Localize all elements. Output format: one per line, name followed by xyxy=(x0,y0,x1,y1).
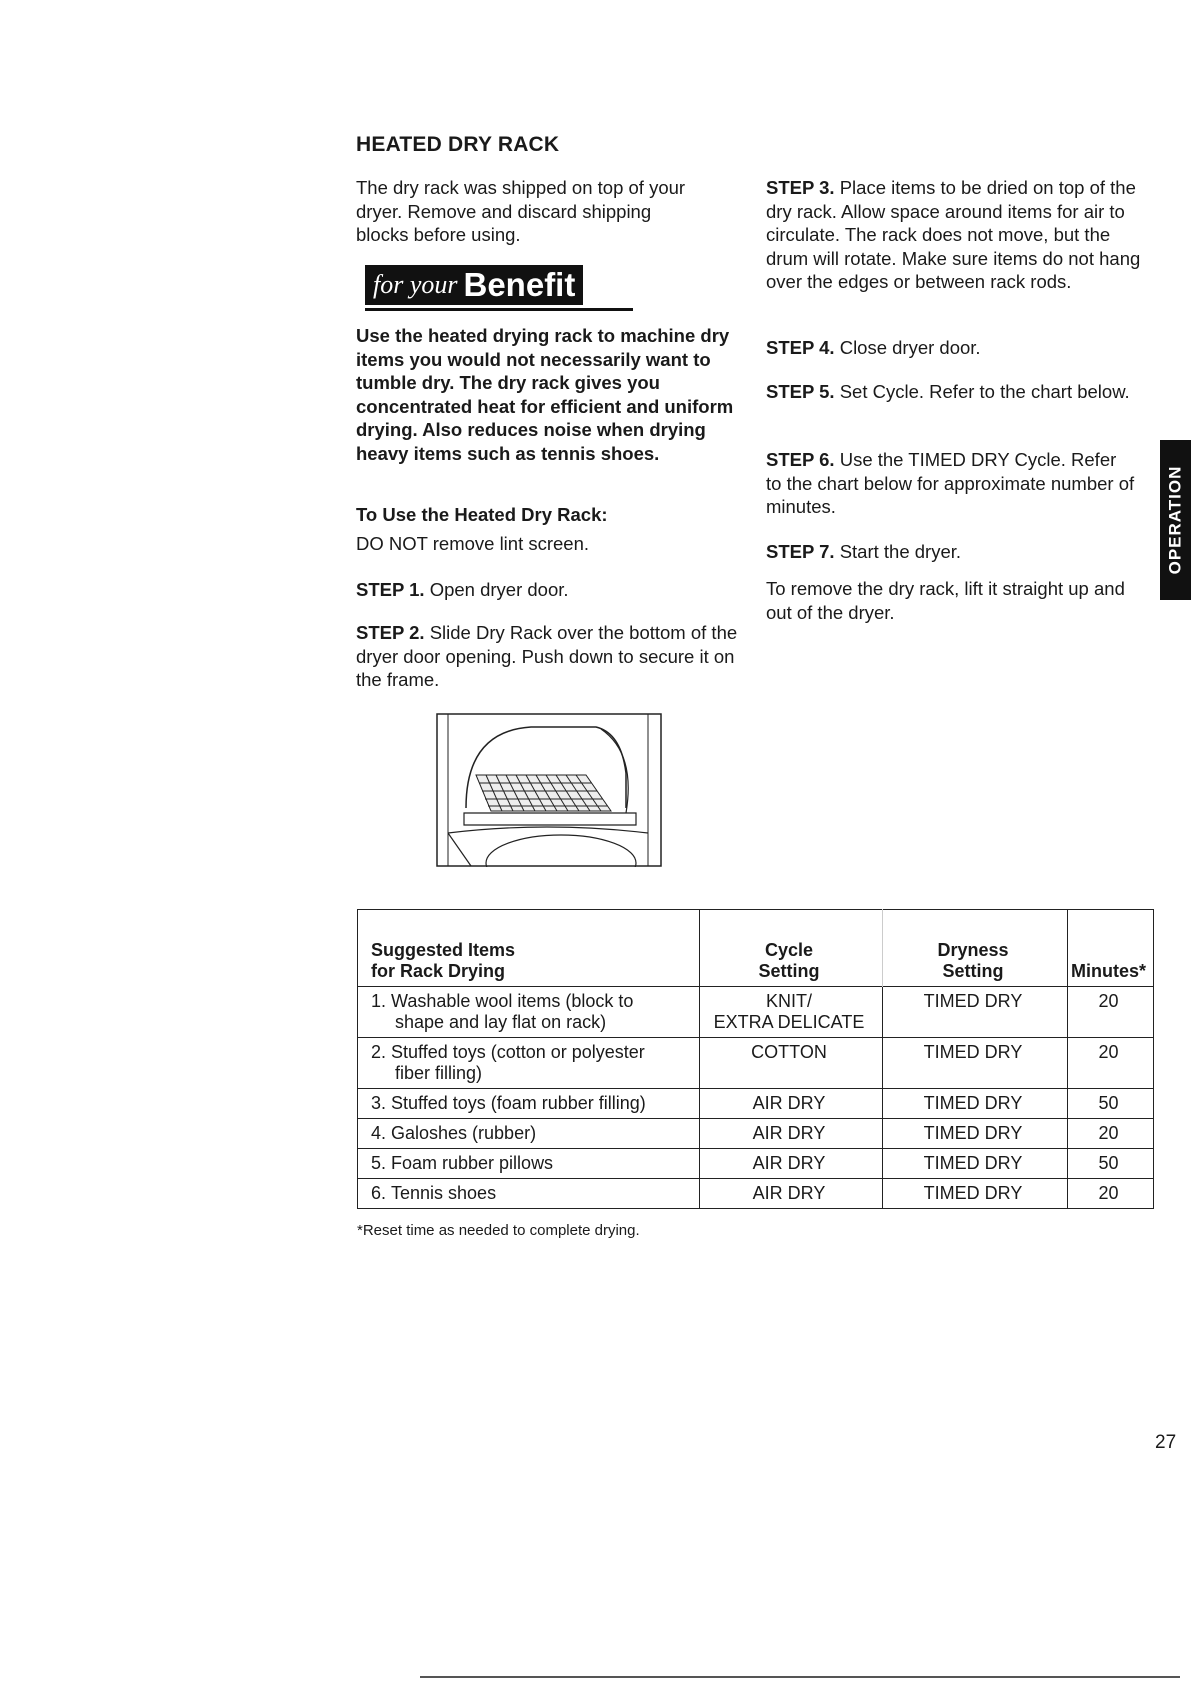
dry-rack-illustration xyxy=(436,713,662,867)
remove-note: To remove the dry rack, lift it straight up and out of the dryer. xyxy=(766,578,1125,623)
benefit-underline xyxy=(365,308,633,311)
step-text: Place items to be dried on top of the dry rack. Allow space around items for air to circulate. The rack does not move, but the drum will rotate. Make sure items do not hang over the edges or between rack rods. xyxy=(766,177,1141,292)
intro-paragraph: The dry rack was shipped on top of your dryer. Remove and discard shipping blocks before using. xyxy=(356,177,686,245)
header-items-line2: for Rack Drying xyxy=(371,961,506,981)
dryness-cell: TIMED DRY xyxy=(883,1089,1068,1119)
step-3 xyxy=(766,176,1156,294)
table-row xyxy=(358,1119,1154,1149)
bottom-rule xyxy=(420,1676,1180,1678)
item-cell xyxy=(358,987,700,1038)
cycle-cell: COTTON xyxy=(700,1038,883,1089)
item-text: Stuffed toys (cotton or polyester xyxy=(391,1042,645,1062)
dryness-cell: TIMED DRY xyxy=(883,1119,1068,1149)
header-cycle-line2: Setting xyxy=(758,961,820,981)
item-text: Foam rubber pillows xyxy=(391,1153,554,1173)
cycle-text-continued: EXTRA DELICATE xyxy=(713,1012,865,1032)
step-6 xyxy=(766,448,1136,519)
step-2 xyxy=(356,621,741,692)
dryness-cell: TIMED DRY xyxy=(883,1179,1068,1209)
how-to-heading: To Use the Heated Dry Rack: xyxy=(356,504,608,525)
header-dryness-line2: Setting xyxy=(942,961,1004,981)
step-7 xyxy=(766,540,1166,564)
page-number: 27 xyxy=(1155,1432,1177,1453)
minutes-cell: 20 xyxy=(1068,1038,1154,1089)
step-label: STEP 7. xyxy=(766,541,835,562)
item-text: Tennis shoes xyxy=(391,1183,497,1203)
step-label: STEP 5. xyxy=(766,381,835,402)
item-cell xyxy=(358,1089,700,1119)
table-row xyxy=(358,1089,1154,1119)
cycle-cell xyxy=(700,987,883,1038)
minutes-cell: 50 xyxy=(1068,1149,1154,1179)
item-text: Washable wool items (block to xyxy=(391,991,634,1011)
header-minutes: Minutes* xyxy=(1070,961,1146,981)
item-cell xyxy=(358,1179,700,1209)
step-label: STEP 4. xyxy=(766,337,835,358)
header-cycle-line1: Cycle xyxy=(764,940,814,960)
minutes-cell: 50 xyxy=(1068,1089,1154,1119)
header-dryness-line1: Dryness xyxy=(937,940,1009,960)
item-text-continued: shape and lay flat on rack) xyxy=(395,1012,607,1032)
header-items xyxy=(358,910,700,987)
lint-note: DO NOT remove lint screen. xyxy=(356,533,590,554)
header-items-line1: Suggested Items xyxy=(371,940,516,960)
cycle-cell: AIR DRY xyxy=(700,1179,883,1209)
table-header-row xyxy=(358,910,1154,987)
for-your-benefit-banner xyxy=(365,265,583,305)
step-5 xyxy=(766,380,1136,404)
item-number: 1. xyxy=(371,991,387,1011)
cycle-cell: AIR DRY xyxy=(700,1089,883,1119)
table-row xyxy=(358,1179,1154,1209)
step-text: Start the dryer. xyxy=(839,541,962,562)
item-cell xyxy=(358,1119,700,1149)
minutes-cell: 20 xyxy=(1068,1179,1154,1209)
cycle-text: KNIT/ xyxy=(765,991,812,1011)
benefit-description: Use the heated drying rack to machine dry items you would not necessarily want to tumble dry. The dry rack gives you concentrated heat for efficient and uniform drying. Also reduces noise when drying heavy items such as tennis shoes. xyxy=(356,325,734,464)
dryness-cell: TIMED DRY xyxy=(883,1038,1068,1089)
page-title: HEATED DRY RACK xyxy=(356,133,560,156)
step-4 xyxy=(766,336,1166,360)
header-dryness xyxy=(883,910,1068,987)
table-row xyxy=(358,987,1154,1038)
side-tab-label: OPERATION xyxy=(1165,465,1185,575)
header-cycle xyxy=(700,910,883,987)
step-label: STEP 1. xyxy=(356,579,425,600)
benefit-big-text: Benefit xyxy=(463,266,576,303)
dryness-cell: TIMED DRY xyxy=(883,1149,1068,1179)
step-label: STEP 3. xyxy=(766,177,835,198)
step-text: Use the TIMED DRY Cycle. Refer to the chart below for approximate number of minutes. xyxy=(766,449,1135,517)
item-text-continued: fiber filling) xyxy=(395,1063,483,1083)
step-label: STEP 2. xyxy=(356,622,425,643)
rack-drying-table xyxy=(357,909,1154,1209)
table-footnote: *Reset time as needed to complete drying. xyxy=(357,1222,640,1239)
item-text: Stuffed toys (foam rubber filling) xyxy=(391,1093,646,1113)
cycle-cell: AIR DRY xyxy=(700,1149,883,1179)
operation-side-tab xyxy=(1160,440,1191,600)
item-number: 3. xyxy=(371,1093,387,1113)
item-cell xyxy=(358,1149,700,1179)
benefit-italic-text: for your xyxy=(373,270,458,299)
step-text: Close dryer door. xyxy=(839,337,981,358)
item-number: 2. xyxy=(371,1042,387,1062)
step-text: Set Cycle. Refer to the chart below. xyxy=(839,381,1130,402)
cycle-cell: AIR DRY xyxy=(700,1119,883,1149)
item-number: 4. xyxy=(371,1123,387,1143)
item-text: Galoshes (rubber) xyxy=(391,1123,537,1143)
item-number: 6. xyxy=(371,1183,387,1203)
step-1 xyxy=(356,578,741,602)
item-number: 5. xyxy=(371,1153,387,1173)
table-row xyxy=(358,1149,1154,1179)
dryness-cell: TIMED DRY xyxy=(883,987,1068,1038)
step-text: Slide Dry Rack over the bottom of the dryer door opening. Push down to secure it on the frame. xyxy=(356,622,738,690)
item-cell xyxy=(358,1038,700,1089)
minutes-cell: 20 xyxy=(1068,1119,1154,1149)
step-label: STEP 6. xyxy=(766,449,835,470)
step-text: Open dryer door. xyxy=(429,579,569,600)
table-row xyxy=(358,1038,1154,1089)
minutes-cell: 20 xyxy=(1068,987,1154,1038)
